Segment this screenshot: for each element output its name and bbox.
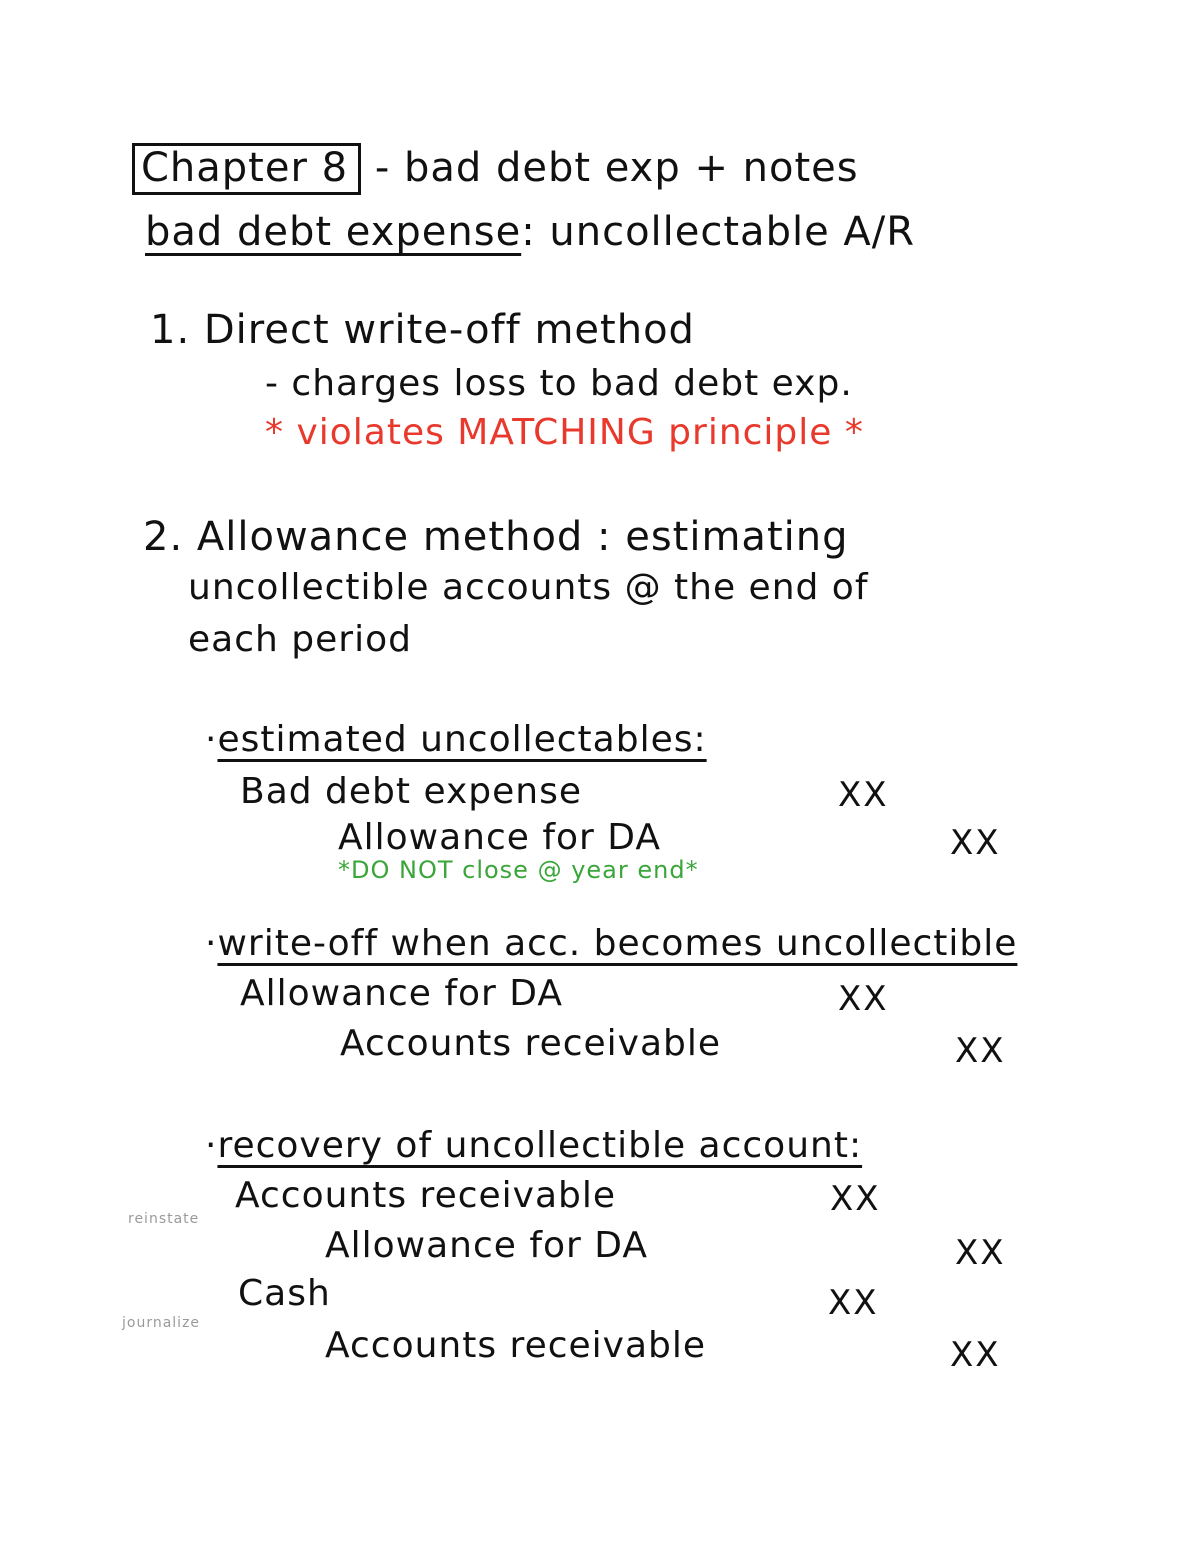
reinstate-label: reinstate [128,1211,200,1227]
bullet: · [205,719,218,760]
writeoff-debit-amount: XX [838,979,889,1019]
writeoff-credit-account: Accounts receivable [340,1023,722,1064]
writeoff-credit-amount: XX [955,1031,1006,1071]
estimated-credit-amount: XX [950,823,1001,863]
method2-line3: each period [188,619,412,660]
writeoff-debit-account: Allowance for DA [240,973,564,1014]
method2-title: 2. Allowance method : estimating [143,514,849,560]
estimated-heading-text: estimated uncollectables: [217,719,707,760]
method1-title: 1. Direct write-off method [150,307,695,353]
estimated-debit-amount: XX [838,775,889,815]
chapter-subtitle: - bad debt exp + notes [374,145,859,191]
estimated-heading [205,719,707,760]
term-definition-text: : uncollectable A/R [521,209,916,255]
recovery-entry2-credit-amount: XX [950,1335,1001,1375]
writeoff-heading [205,923,1018,964]
recovery-entry1-credit-account: Allowance for DA [325,1225,649,1266]
writeoff-heading-text: write-off when acc. becomes uncollectible [217,923,1018,964]
recovery-entry1-debit-account: Accounts receivable [235,1175,617,1216]
estimated-debit-account: Bad debt expense [240,771,583,812]
bullet: · [205,1125,218,1166]
estimated-note: *DO NOT close @ year end* [338,856,699,884]
method1-point: - charges loss to bad debt exp. [265,363,853,404]
recovery-entry2-debit-amount: XX [828,1283,879,1323]
journalize-label: journalize [122,1315,201,1331]
recovery-entry1-credit-amount: XX [955,1233,1006,1273]
recovery-heading-text: recovery of uncollectible account: [217,1125,863,1166]
recovery-entry2-debit-account: Cash [238,1273,331,1314]
bullet: · [205,923,218,964]
chapter-heading [132,143,859,195]
recovery-heading [205,1125,863,1166]
recovery-entry1-debit-amount: XX [830,1179,881,1219]
recovery-entry2-credit-account: Accounts receivable [325,1325,707,1366]
estimated-credit-account: Allowance for DA [338,817,662,858]
term: bad debt expense [145,209,522,255]
term-definition [145,209,916,255]
method1-warning: * violates MATCHING principle * [265,412,864,453]
chapter-box: Chapter 8 [132,143,361,195]
method2-line2: uncollectible accounts @ the end of [188,567,869,608]
